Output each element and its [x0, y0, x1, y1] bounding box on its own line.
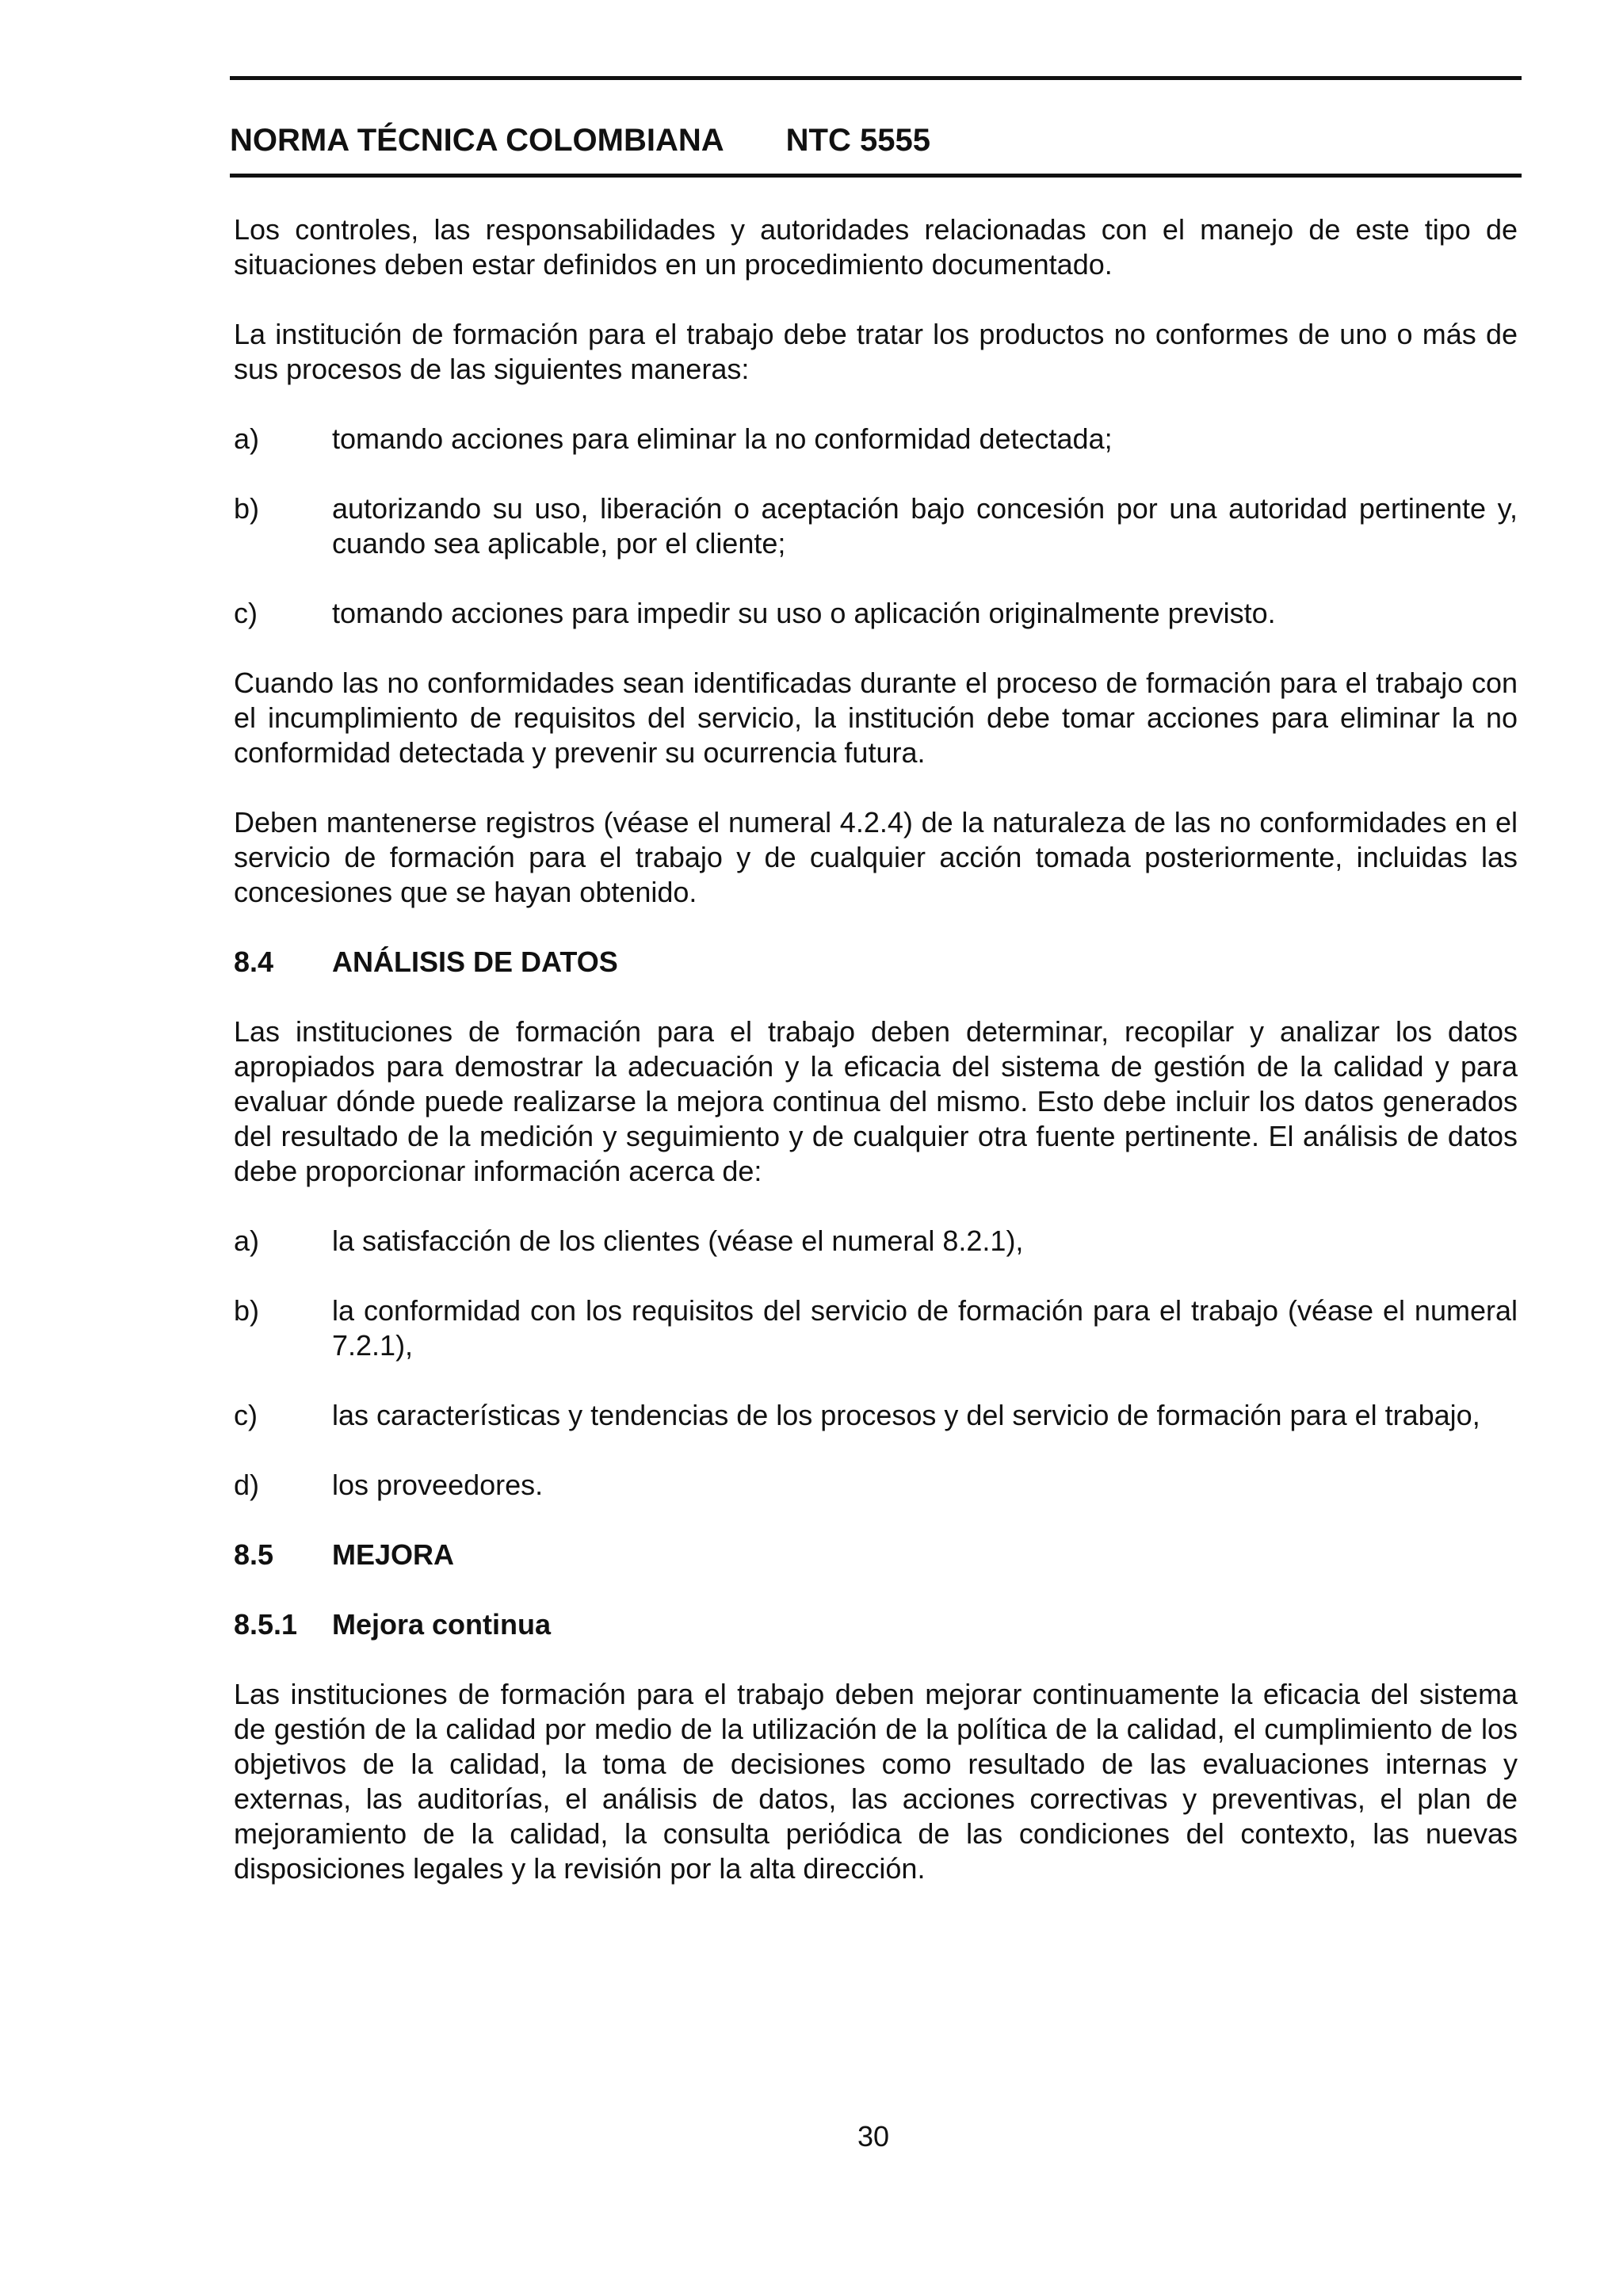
section-title: ANÁLISIS DE DATOS: [332, 946, 618, 978]
list-item-text: tomando acciones para eliminar la no conformidad detectada;: [332, 422, 1113, 455]
list-marker: a): [234, 422, 260, 455]
paragraph: Los controles, las responsabilidades y autoridades relacionadas con el manejo de este tipo de situaciones deben estar definidos en un procedimiento documentado.: [234, 213, 1518, 281]
header-title: NORMA TÉCNICA COLOMBIANA: [230, 123, 724, 158]
list-marker: b): [234, 492, 260, 525]
list-item: [234, 1224, 1518, 1259]
list-item: [234, 1398, 1518, 1433]
list-item-text: la satisfacción de los clientes (véase el numeral 8.2.1),: [332, 1224, 1024, 1257]
list-item-text: tomando acciones para impedir su uso o aplicación originalmente previsto.: [332, 597, 1276, 629]
list-item-text: los proveedores.: [332, 1469, 544, 1501]
list-item: [234, 1293, 1518, 1363]
list-item: [234, 422, 1518, 457]
section-title: MEJORA: [332, 1538, 455, 1571]
header-top-rule: [230, 76, 1522, 80]
list-item-text: la conformidad con los requisitos del servicio de formación para el trabajo (véase el numeral 7.2.1),: [332, 1294, 1518, 1362]
section-title: Mejora continua: [332, 1608, 552, 1641]
list-marker: a): [234, 1224, 260, 1257]
list-marker: d): [234, 1469, 260, 1501]
paragraph: Las instituciones de formación para el trabajo deben mejorar continuamente la eficacia del sistema de gestión de la calidad por medio de la utilización de la política de la calidad, el cumplimiento de los objetivos de la calidad, la toma de decisiones como resultado de las evaluaciones internas y externas, las auditorías, el análisis de datos, las acciones correctivas y preventivas, el plan de mejoramiento de la calidad, la consulta periódica de las condiciones del contexto, las nuevas disposiciones legales y la revisión por la alta dirección.: [234, 1678, 1518, 1885]
page-number: 30: [857, 2120, 890, 2153]
header-bottom-rule: [230, 174, 1522, 178]
list-item: [234, 491, 1518, 561]
list-marker: c): [234, 1399, 258, 1431]
list-item: [234, 596, 1518, 631]
list-marker: c): [234, 597, 258, 629]
list-item-text: autorizando su uso, liberación o aceptación bajo concesión por una autoridad pertinente y, cuando sea aplicable, por el cliente;: [332, 492, 1518, 560]
list-item: [234, 1468, 1518, 1503]
paragraph: Deben mantenerse registros (véase el numeral 4.2.4) de la naturaleza de las no conformidades en el servicio de formación para el trabajo y de cualquier acción tomada posteriormente, incluidas las concesiones que se hayan obtenido.: [234, 806, 1518, 908]
paragraph: Las instituciones de formación para el trabajo deben determinar, recopilar y analizar los datos apropiados para demostrar la adecuación y la eficacia del sistema de gestión de la calidad y para evaluar dónde puede realizarse la mejora continua del mismo. Esto debe incluir los datos generados del resultado de la medición y seguimiento y de cualquier otra fuente pertinente. El análisis de datos debe proporcionar información acerca de:: [234, 1015, 1518, 1187]
list-item-text: las características y tendencias de los procesos y del servicio de formación para el trabajo,: [332, 1399, 1480, 1431]
section-heading-8-5-1: [234, 1607, 1518, 1642]
section-heading-8-4: [234, 945, 1518, 980]
header-standard-code: NTC 5555: [785, 123, 930, 158]
paragraph: La institución de formación para el trabajo debe tratar los productos no conformes de uno o más de sus procesos de las siguientes maneras:: [234, 318, 1518, 385]
list-marker: b): [234, 1294, 260, 1327]
section-number: 8.4: [234, 946, 274, 978]
page-header: [230, 123, 930, 159]
paragraph: Cuando las no conformidades sean identificadas durante el proceso de formación para el trabajo con el incumplimiento de requisitos del servicio, la institución debe tomar acciones para eliminar la no conformidad detectada y prevenir su ocurrencia futura.: [234, 667, 1518, 769]
section-heading-8-5: [234, 1538, 1518, 1572]
section-number: 8.5.1: [234, 1608, 298, 1641]
document-body: [234, 212, 1518, 1921]
section-number: 8.5: [234, 1538, 274, 1571]
